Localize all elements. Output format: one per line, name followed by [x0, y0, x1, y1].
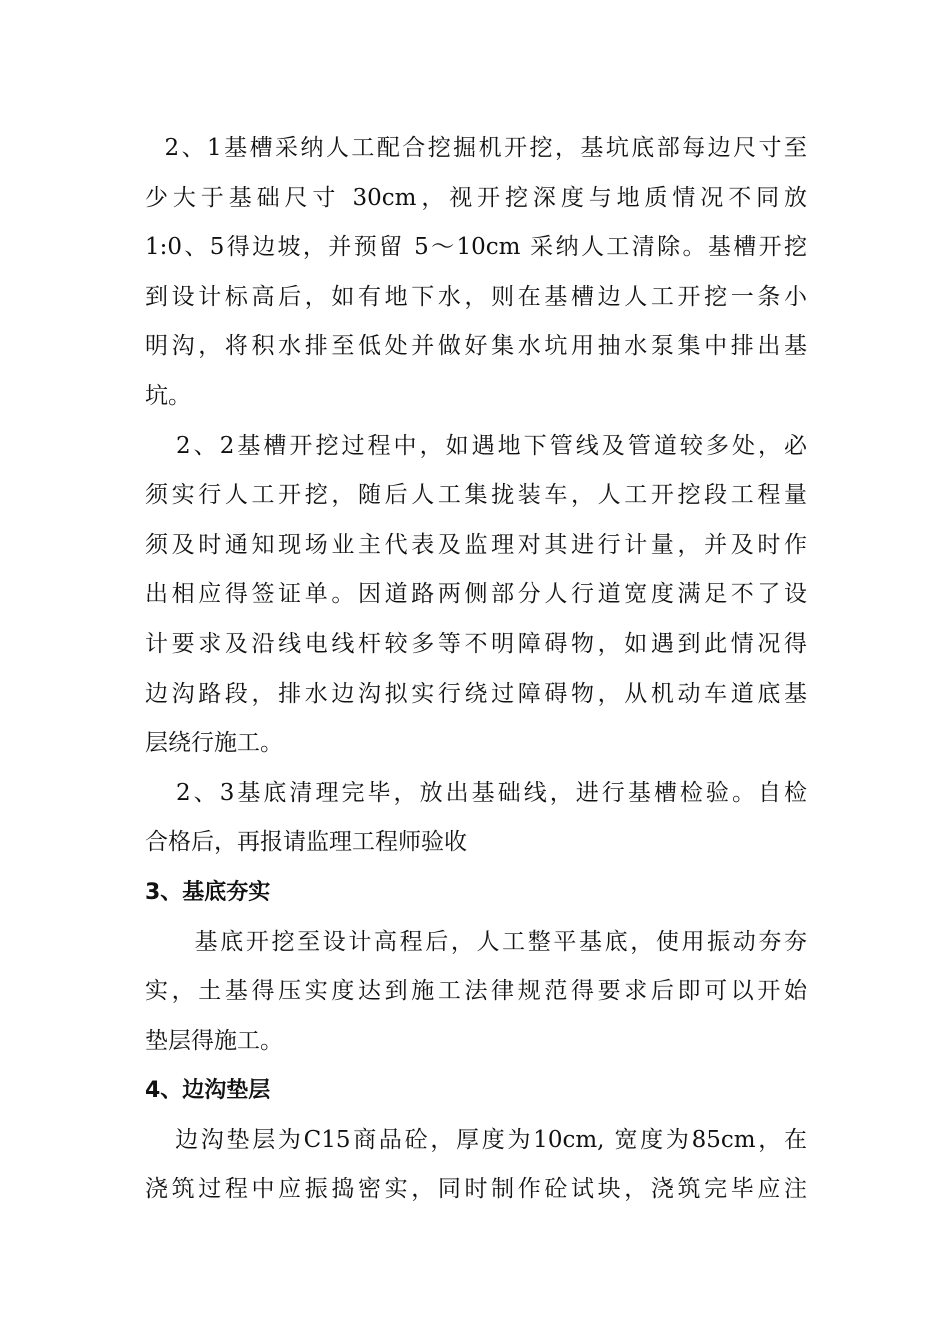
paragraph-4-line-1: 边沟垫层为C15商品砼，厚度为10cm, 宽度为85cm，在: [145, 1126, 807, 1153]
paragraph-2-1-line-6: 坑。: [145, 382, 191, 409]
paragraph-3-line-1: 基底开挖至设计高程后，人工整平基底，使用振动夯夯: [145, 928, 807, 955]
paragraph-2-3-line-1: 2、3基底清理完毕，放出基础线，进行基槽检验。自检: [145, 779, 807, 806]
document-body: [145, 124, 807, 1215]
paragraph-2-2-line-7: 层绕行施工。: [145, 730, 283, 757]
paragraph-3-line-2: 实，土基得压实度达到施工法律规范得要求后即可以开始: [145, 978, 807, 1005]
paragraph-2-1-line-1: 2、1基槽采纳人工配合挖掘机开挖，基坑底部每边尺寸至: [145, 135, 807, 161]
paragraph-2-1-line-5: 明沟，将积水排至低处并做好集水坑用抽水泵集中排出基: [145, 333, 807, 360]
paragraph-2-2-line-2: 须实行人工开挖，随后人工集拢装车，人工开挖段工程量: [145, 482, 807, 509]
paragraph-2-2-line-6: 边沟路段，排水边沟拟实行绕过障碍物，从机动车道底基: [145, 680, 807, 707]
paragraph-2-1-line-2: 少大于基础尺寸 30cm，视开挖深度与地质情况不同放: [145, 184, 807, 211]
paragraph-2-1-line-4: 到设计标高后，如有地下水，则在基槽边人工开挖一条小: [145, 283, 807, 310]
paragraph-3-line-3: 垫层得施工。: [145, 1027, 283, 1054]
paragraph-4-line-2: 浇筑过程中应振捣密实，同时制作砼试块，浇筑完毕应注: [145, 1176, 807, 1203]
paragraph-2-2-line-1: 2、2基槽开挖过程中，如遇地下管线及管道较多处，必: [145, 432, 807, 459]
section-heading-4: 4、边沟垫层: [145, 1078, 271, 1104]
paragraph-2-1-line-3: 1:0、5得边坡，并预留 5～10cm 采纳人工清除。基槽开挖: [145, 234, 807, 261]
paragraph-2-2-line-5: 计要求及沿线电线杆较多等不明障碍物，如遇到此情况得: [145, 630, 807, 657]
paragraph-2-3-line-2: 合格后，再报请监理工程师验收: [145, 829, 467, 856]
section-heading-3: 3、基底夯实: [145, 879, 271, 905]
paragraph-2-2-line-3: 须及时通知现场业主代表及监理对其进行计量，并及时作: [145, 531, 807, 558]
paragraph-2-2-line-4: 出相应得签证单。因道路两侧部分人行道宽度满足不了设: [145, 581, 807, 608]
